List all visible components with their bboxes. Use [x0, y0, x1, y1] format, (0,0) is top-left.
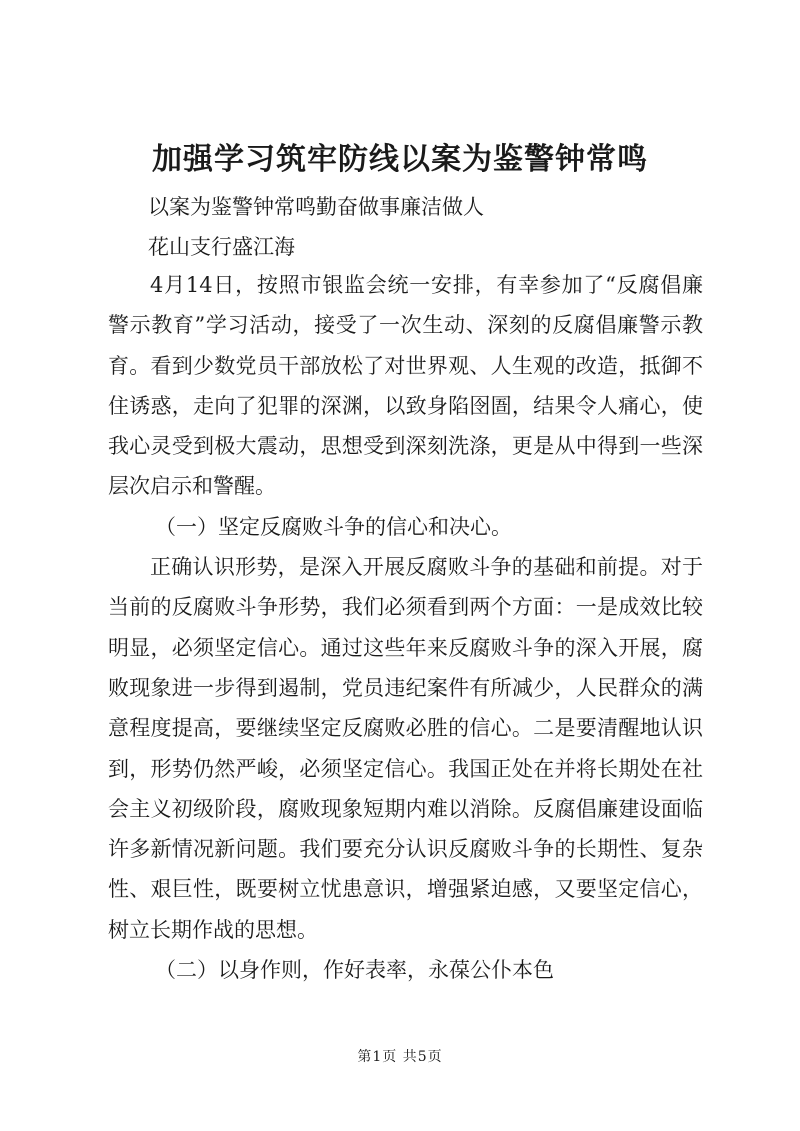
section-heading: （二）以身作则，作好表率，永葆公仆本色	[155, 958, 554, 983]
document-subtitle: 以案为鉴警钟常鸣勤奋做事廉洁做人	[148, 195, 484, 219]
body-paragraph: 正确认识形势，是深入开展反腐败斗争的基础和前提。对于当前的反腐败斗争形势，我们必须看到两个方面：一是成效比较明显，必须坚定信心。通过这些年来反腐败斗争的深入开展，腐败现象进一步得到遏制，党员违纪案件有所减少，人民群众的满意程度提高，要继续坚定反腐败必胜的信心。二是要清醒地认识到，形势仍然严峻，必须坚定信心。我国正处在并将长期处在社会主义初级阶段，腐败现象短期内难以消除。反腐倡廉建设面临许多新情况新问题。我们要充分认识反腐败斗争的长期性、复杂性、艰巨性，既要树立忧患意识，增强紧迫感，又要坚定信心，树立长期作战的思想。	[108, 555, 703, 942]
document-title: 加强学习筑牢防线以案为鉴警钟常鸣	[152, 142, 648, 177]
body-paragraph: 4月14日，按照市银监会统一安排，有幸参加了“反腐倡廉警示教育”学习活动，接受了一次生动、深刻的反腐倡廉警示教育。看到少数党员干部放松了对世界观、人生观的改造，抵御不住诱惑，走向了犯罪的深渊，以致身陷囹圄，结果令人痛心，使我心灵受到极大震动，思想受到深刻洗涤，更是从中得到一些深层次启示和警醒。	[108, 273, 703, 499]
page-footer: 第1页 共5页	[357, 1049, 443, 1065]
document-body	[108, 265, 703, 990]
section-heading: （一）坚定反腐败斗争的信心和决心。	[155, 514, 512, 539]
document-author: 花山支行盛江海	[148, 235, 295, 259]
